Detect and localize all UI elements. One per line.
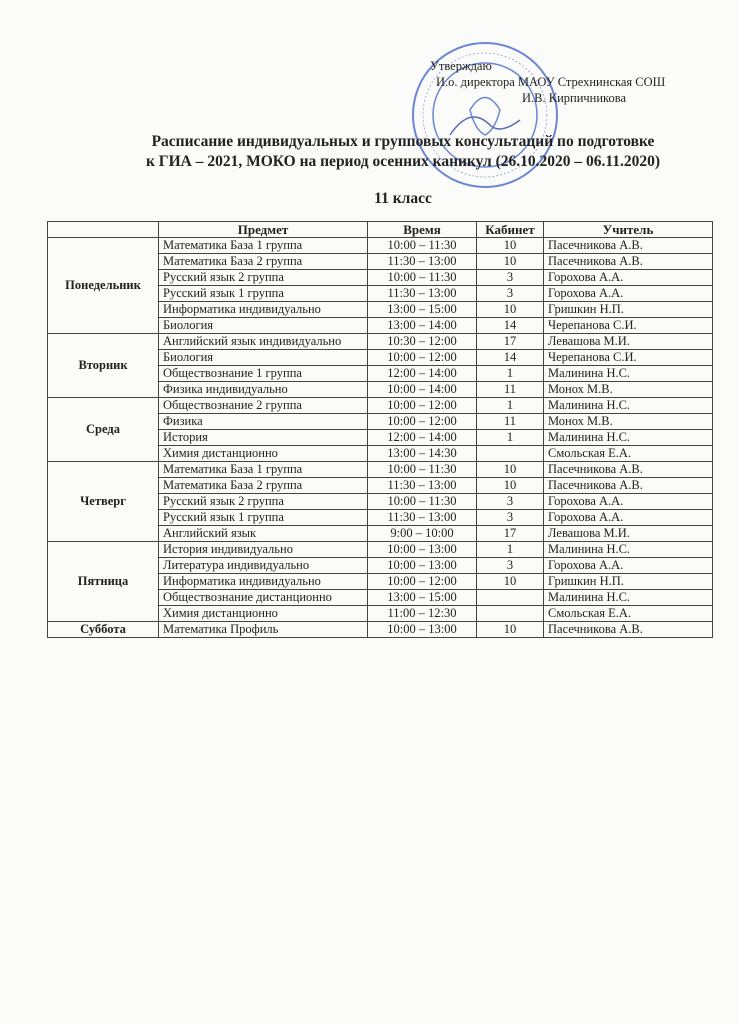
- room-cell: 1: [477, 366, 544, 382]
- teacher-cell: Пасечникова А.В.: [544, 622, 713, 638]
- room-cell: 10: [477, 302, 544, 318]
- teacher-cell: Горохова А.А.: [544, 558, 713, 574]
- subject-cell: Обществознание 1 группа: [159, 366, 368, 382]
- table-row: [48, 238, 713, 254]
- teacher-cell: Смольская Е.А.: [544, 446, 713, 462]
- teacher-cell: Монох М.В.: [544, 382, 713, 398]
- day-cell: Суббота: [48, 622, 159, 638]
- teacher-cell: Малинина Н.С.: [544, 398, 713, 414]
- subject-cell: Обществознание дистанционно: [159, 590, 368, 606]
- time-cell: 10:00 – 12:00: [368, 414, 477, 430]
- room-cell: 10: [477, 478, 544, 494]
- time-cell: 13:00 – 15:00: [368, 590, 477, 606]
- room-cell: 1: [477, 542, 544, 558]
- room-cell: 17: [477, 334, 544, 350]
- time-cell: 10:00 – 12:00: [368, 350, 477, 366]
- time-cell: 10:00 – 12:00: [368, 574, 477, 590]
- teacher-cell: Смольская Е.А.: [544, 606, 713, 622]
- room-cell: 10: [477, 622, 544, 638]
- table-row: [48, 622, 713, 638]
- room-cell: 10: [477, 462, 544, 478]
- class-label: 11 класс: [374, 190, 432, 207]
- subject-cell: Русский язык 2 группа: [159, 494, 368, 510]
- time-cell: 9:00 – 10:00: [368, 526, 477, 542]
- time-cell: 11:30 – 13:00: [368, 478, 477, 494]
- table-row: [48, 542, 713, 558]
- teacher-cell: Пасечникова А.В.: [544, 478, 713, 494]
- room-cell: 11: [477, 382, 544, 398]
- title-line-1: Расписание индивидуальных и групповых консультаций по подготовке: [151, 133, 655, 150]
- header-room: Кабинет: [477, 222, 544, 238]
- table-row: [48, 398, 713, 414]
- time-cell: 13:00 – 14:00: [368, 318, 477, 334]
- teacher-cell: Монох М.В.: [544, 414, 713, 430]
- teacher-cell: Малинина Н.С.: [544, 542, 713, 558]
- room-cell: [477, 446, 544, 462]
- day-cell: Четверг: [48, 462, 159, 542]
- subject-cell: Обществознание 2 группа: [159, 398, 368, 414]
- teacher-cell: Черепанова С.И.: [544, 318, 713, 334]
- room-cell: 14: [477, 318, 544, 334]
- teacher-cell: Горохова А.А.: [544, 270, 713, 286]
- room-cell: [477, 590, 544, 606]
- time-cell: 10:30 – 12:00: [368, 334, 477, 350]
- subject-cell: Английский язык: [159, 526, 368, 542]
- teacher-cell: Гришкин Н.П.: [544, 302, 713, 318]
- teacher-cell: Горохова А.А.: [544, 510, 713, 526]
- time-cell: 10:00 – 11:30: [368, 238, 477, 254]
- document-title: [0, 132, 738, 172]
- table-row: [48, 334, 713, 350]
- header-day: [48, 222, 159, 238]
- subject-cell: Русский язык 2 группа: [159, 270, 368, 286]
- subject-cell: Физика: [159, 414, 368, 430]
- room-cell: 3: [477, 494, 544, 510]
- room-cell: [477, 606, 544, 622]
- approval-line: Утверждаю: [430, 59, 492, 73]
- day-cell: Пятница: [48, 542, 159, 622]
- subject-cell: Русский язык 1 группа: [159, 510, 368, 526]
- approval-block: [430, 58, 665, 106]
- subject-cell: Химия дистанционно: [159, 446, 368, 462]
- time-cell: 10:00 – 11:30: [368, 494, 477, 510]
- time-cell: 10:00 – 14:00: [368, 382, 477, 398]
- approval-position: И.о. директора МАОУ Стрехнинская СОШ: [436, 75, 666, 89]
- room-cell: 11: [477, 414, 544, 430]
- subject-cell: Математика Профиль: [159, 622, 368, 638]
- subject-cell: Информатика индивидуально: [159, 574, 368, 590]
- room-cell: 3: [477, 558, 544, 574]
- room-cell: 3: [477, 270, 544, 286]
- room-cell: 14: [477, 350, 544, 366]
- title-line-2: к ГИА – 2021, МОКО на период осенних каникул (26.10.2020 – 06.11.2020): [145, 153, 661, 170]
- time-cell: 13:00 – 15:00: [368, 302, 477, 318]
- time-cell: 10:00 – 11:30: [368, 270, 477, 286]
- subject-cell: Химия дистанционно: [159, 606, 368, 622]
- subject-cell: Математика База 1 группа: [159, 462, 368, 478]
- schedule-table: [47, 221, 713, 638]
- time-cell: 10:00 – 12:00: [368, 398, 477, 414]
- subject-cell: Английский язык индивидуально: [159, 334, 368, 350]
- approval-signatory: И.В. Кирпичникова: [522, 91, 627, 105]
- teacher-cell: Горохова А.А.: [544, 286, 713, 302]
- subject-cell: Литература индивидуально: [159, 558, 368, 574]
- time-cell: 11:30 – 13:00: [368, 254, 477, 270]
- room-cell: 10: [477, 574, 544, 590]
- time-cell: 11:30 – 13:00: [368, 510, 477, 526]
- teacher-cell: Черепанова С.И.: [544, 350, 713, 366]
- day-cell: Вторник: [48, 334, 159, 398]
- subject-cell: Русский язык 1 группа: [159, 286, 368, 302]
- header-subject: Предмет: [159, 222, 368, 238]
- time-cell: 11:30 – 13:00: [368, 286, 477, 302]
- table-row: [48, 462, 713, 478]
- day-cell: Понедельник: [48, 238, 159, 334]
- day-cell: Среда: [48, 398, 159, 462]
- teacher-cell: Пасечникова А.В.: [544, 254, 713, 270]
- subject-cell: Математика База 2 группа: [159, 478, 368, 494]
- teacher-cell: Малинина Н.С.: [544, 590, 713, 606]
- table-header-row: [48, 222, 713, 238]
- time-cell: 10:00 – 13:00: [368, 558, 477, 574]
- teacher-cell: Малинина Н.С.: [544, 430, 713, 446]
- teacher-cell: Левашова М.И.: [544, 526, 713, 542]
- subject-cell: Математика База 2 группа: [159, 254, 368, 270]
- teacher-cell: Гришкин Н.П.: [544, 574, 713, 590]
- subject-cell: История индивидуально: [159, 542, 368, 558]
- teacher-cell: Левашова М.И.: [544, 334, 713, 350]
- room-cell: 1: [477, 430, 544, 446]
- time-cell: 10:00 – 11:30: [368, 462, 477, 478]
- room-cell: 3: [477, 286, 544, 302]
- header-teacher: Учитель: [544, 222, 713, 238]
- time-cell: 11:00 – 12:30: [368, 606, 477, 622]
- room-cell: 1: [477, 398, 544, 414]
- header-time: Время: [368, 222, 477, 238]
- teacher-cell: Горохова А.А.: [544, 494, 713, 510]
- subject-cell: Биология: [159, 318, 368, 334]
- room-cell: 17: [477, 526, 544, 542]
- time-cell: 12:00 – 14:00: [368, 366, 477, 382]
- time-cell: 10:00 – 13:00: [368, 542, 477, 558]
- subject-cell: История: [159, 430, 368, 446]
- subject-cell: Физика индивидуально: [159, 382, 368, 398]
- time-cell: 10:00 – 13:00: [368, 622, 477, 638]
- teacher-cell: Пасечникова А.В.: [544, 238, 713, 254]
- teacher-cell: Пасечникова А.В.: [544, 462, 713, 478]
- time-cell: 13:00 – 14:30: [368, 446, 477, 462]
- room-cell: 10: [477, 254, 544, 270]
- subject-cell: Биология: [159, 350, 368, 366]
- time-cell: 12:00 – 14:00: [368, 430, 477, 446]
- teacher-cell: Малинина Н.С.: [544, 366, 713, 382]
- subject-cell: Информатика индивидуально: [159, 302, 368, 318]
- subject-cell: Математика База 1 группа: [159, 238, 368, 254]
- room-cell: 10: [477, 238, 544, 254]
- room-cell: 3: [477, 510, 544, 526]
